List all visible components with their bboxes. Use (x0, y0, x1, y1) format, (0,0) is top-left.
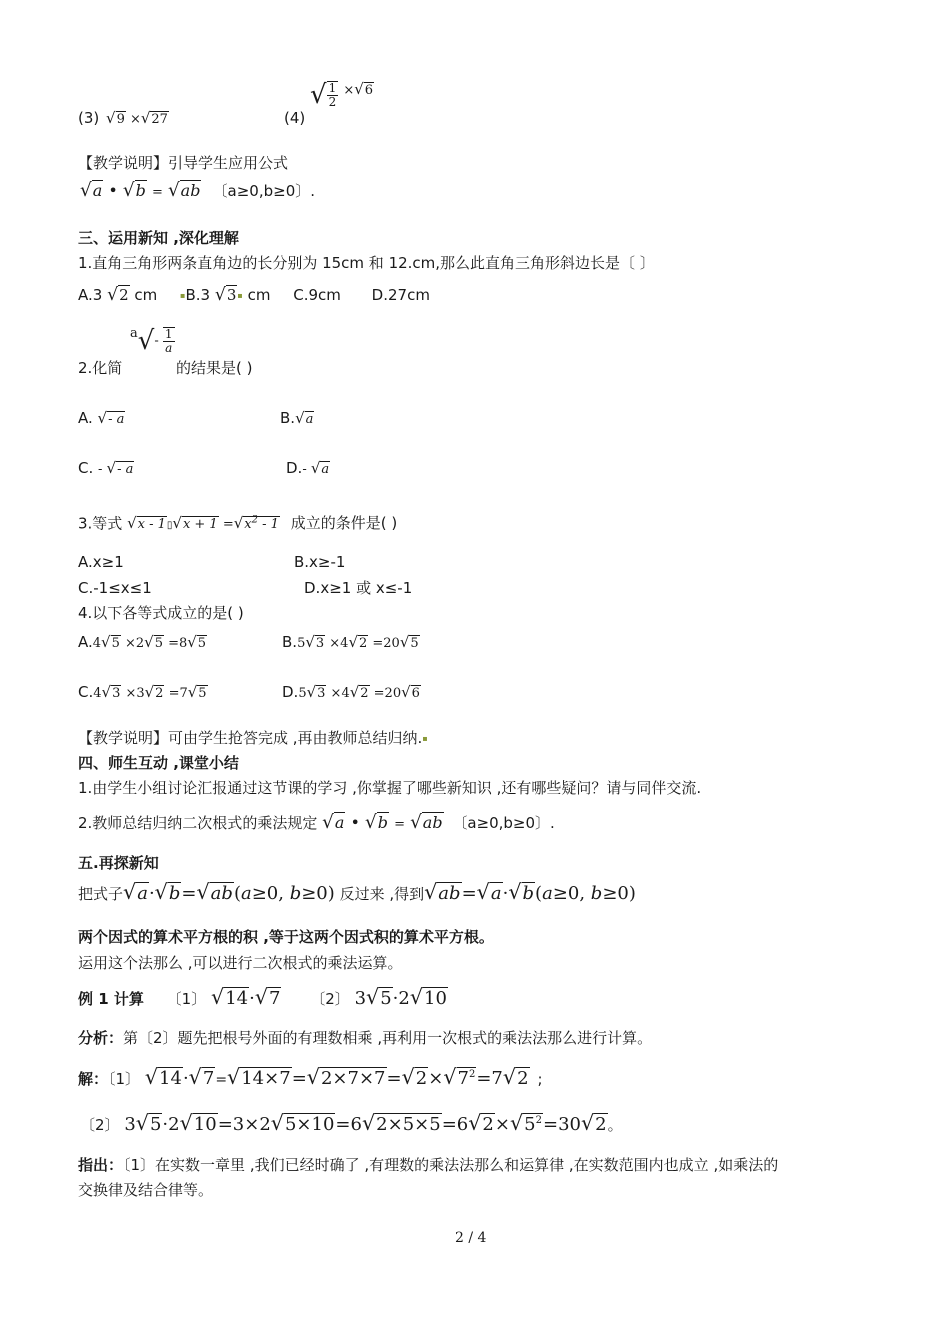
q2-option-a: A. √- a (78, 409, 125, 427)
solution-part-2: 〔2〕 (80, 1116, 120, 1134)
q3-suffix: 成立的条件是( ) (290, 514, 398, 533)
question-2-suffix: 的结果是( ) (176, 359, 253, 377)
item-label: (3) (78, 109, 100, 127)
multiplication-rule: 两个因式的算术平方根的积 ,等于这两个因式积的算术平方根。 (78, 928, 494, 946)
analysis-text: 第〔2〕题先把根号外面的有理数相乘 ,再利用一次根式的乘法法那么进行计算。 (123, 1029, 653, 1047)
p2-prefix: 2.教师总结归纳二次根式的乘法规定 (78, 814, 318, 832)
teaching-note-1 (78, 153, 288, 173)
question-2-expression: $^a$√- $\frac{1}{a}$ (130, 326, 173, 356)
example-expression-1: √14·√7 (211, 985, 281, 1009)
section3-heading: 三、运用新知 ,深化理解 (78, 229, 239, 247)
solution-part-1: 〔1〕 (108, 1070, 141, 1088)
section4-paragraph-1: 1.由学生小组讨论汇报通过这节课的学习 ,你掌握了哪些新知识 ,还有哪些疑问？请与同伴交流. (78, 779, 702, 797)
p1-formula-2: √ab=√a·√b(a≥0, b≥0) (424, 880, 636, 904)
note-text: 可由学生抢答完成 ,再由教师总结归纳. (168, 729, 423, 747)
solution-2: 〔2〕 $3√5\cdot 2√10=3\times 2√5\times 10=6√2\times 5\times 5=6√2\times√5^2=30√2$。 (80, 1111, 623, 1135)
question-1: 1.直角三角形两条直角边的长分别为 15cm 和 12.cm,那么此直角三角形斜边长是〔 〕 (78, 254, 655, 272)
analysis-label: 分析： (78, 1029, 124, 1047)
q3-option-a: A.x≥1 (78, 553, 124, 571)
exercise-item-3 (78, 108, 169, 130)
note-title: 【教学说明】 (78, 729, 169, 747)
solution-expression-2: $3√5\cdot 2√10=3\times 2√5\times 10=6√2\times 5\times 5=6√2\times√5^2=30√2$ (124, 1111, 607, 1135)
example-expression-2: 3√5·2√10 (354, 985, 447, 1009)
solution-1: 解：〔1〕 $√14\cdot√7=√14\times 7=√2\times 7\times 7=√2\times√7^2=7√2$ ; (78, 1065, 543, 1089)
item3-expression: √9 ×√27 (106, 109, 168, 127)
p1-middle: 反过来 ,得到 (339, 885, 425, 903)
q3-option-d: D.x≥1 或 x≤-1 (304, 579, 413, 597)
solution-expression-1: $√14\cdot√7=√14\times 7=√2\times 7\times 7=√2\times√7^2=7√2$ (144, 1065, 529, 1089)
example-part-1: 〔1〕 (166, 990, 207, 1008)
formula-condition: 〔a≥0,b≥0〕. (212, 182, 316, 200)
example-part-2: 〔2〕 (310, 990, 350, 1008)
q4-option-b: B.5√3 ×4√2 =20√5 (282, 633, 419, 651)
question-2-prefix: 2.化简 (78, 359, 123, 377)
note-line-1 (78, 1155, 778, 1175)
q3-expression: √x - 1▯√x + $1 =√x^2 - 1$ (127, 514, 279, 533)
q1-option-a: A.3 √2 cm (78, 285, 158, 305)
example-1 (78, 984, 448, 1012)
q2-option-d: D.- √a (286, 459, 330, 477)
q1-option-b: ▪B.3 √3▪ cm (180, 285, 271, 305)
section4-heading: 四、师生互动 ,课堂小结 (78, 754, 239, 772)
q3-option-b: B.x≥-1 (294, 553, 346, 571)
question-4: 4.以下各等式成立的是( ) (78, 604, 244, 622)
p2-condition: 〔a≥0,b≥0〕. (452, 814, 555, 832)
q3-prefix: 3.等式 (78, 514, 123, 533)
note-title: 【教学说明】 (78, 154, 169, 172)
example-label: 例 1 计算 (78, 990, 144, 1008)
section5-heading: 五.再探新知 (78, 854, 159, 872)
note-line-2: 交换律及结合律等。 (78, 1181, 214, 1199)
p2-formula: √a • √b = √ab (322, 812, 443, 833)
teaching-note-2: 【教学说明】可由学生抢答完成 ,再由教师总结归纳.▪ (78, 729, 428, 747)
question-3 (78, 511, 397, 536)
note-label: 指出： (78, 1156, 124, 1174)
page-number: 2 / 4 (455, 1230, 487, 1246)
p1-prefix: 把式子 (78, 885, 124, 903)
solution-label: 解： (78, 1070, 109, 1088)
note-text: 引导学生应用公式 (168, 154, 289, 172)
note-text-1: 〔1〕在实数一章里 ,我们已经时确了 ,有理数的乘法法那么和运算律 ,在实数范围内也成立 ,如乘法的 (123, 1156, 779, 1174)
exercise-item-4-label: (4) (284, 109, 306, 127)
section5-paragraph-1 (78, 880, 636, 906)
product-formula: √a • √b = √ab (80, 180, 201, 201)
q4-option-a: A.4√5 ×2√5 =8√5 (78, 633, 207, 651)
section4-paragraph-2 (78, 813, 555, 835)
q4-option-d: D.5√3 ×4√2 =20√6 (282, 683, 420, 701)
section5-paragraph-2: 运用这个法那么 ,可以进行二次根式的乘法运算。 (78, 954, 403, 972)
q1-option-d: D.27cm (371, 286, 430, 304)
p1-formula-1: √a·√b=√ab(a≥0, b≥0) (123, 880, 335, 904)
q2-option-b: B.√a (280, 409, 314, 427)
formula-line-1 (80, 181, 315, 203)
analysis (78, 1028, 652, 1048)
question-1-options (78, 285, 430, 306)
exercise-item-4-expression: √ $\frac{1}{2}$ $^{\times√6}$ (310, 80, 374, 110)
q2-option-c: C. - √- a (78, 459, 134, 477)
q3-option-c: C.-1≤x≤1 (78, 579, 152, 597)
q1-option-c: C.9cm (293, 286, 341, 304)
q4-option-c: C.4√3 ×3√2 =7√5 (78, 683, 207, 701)
